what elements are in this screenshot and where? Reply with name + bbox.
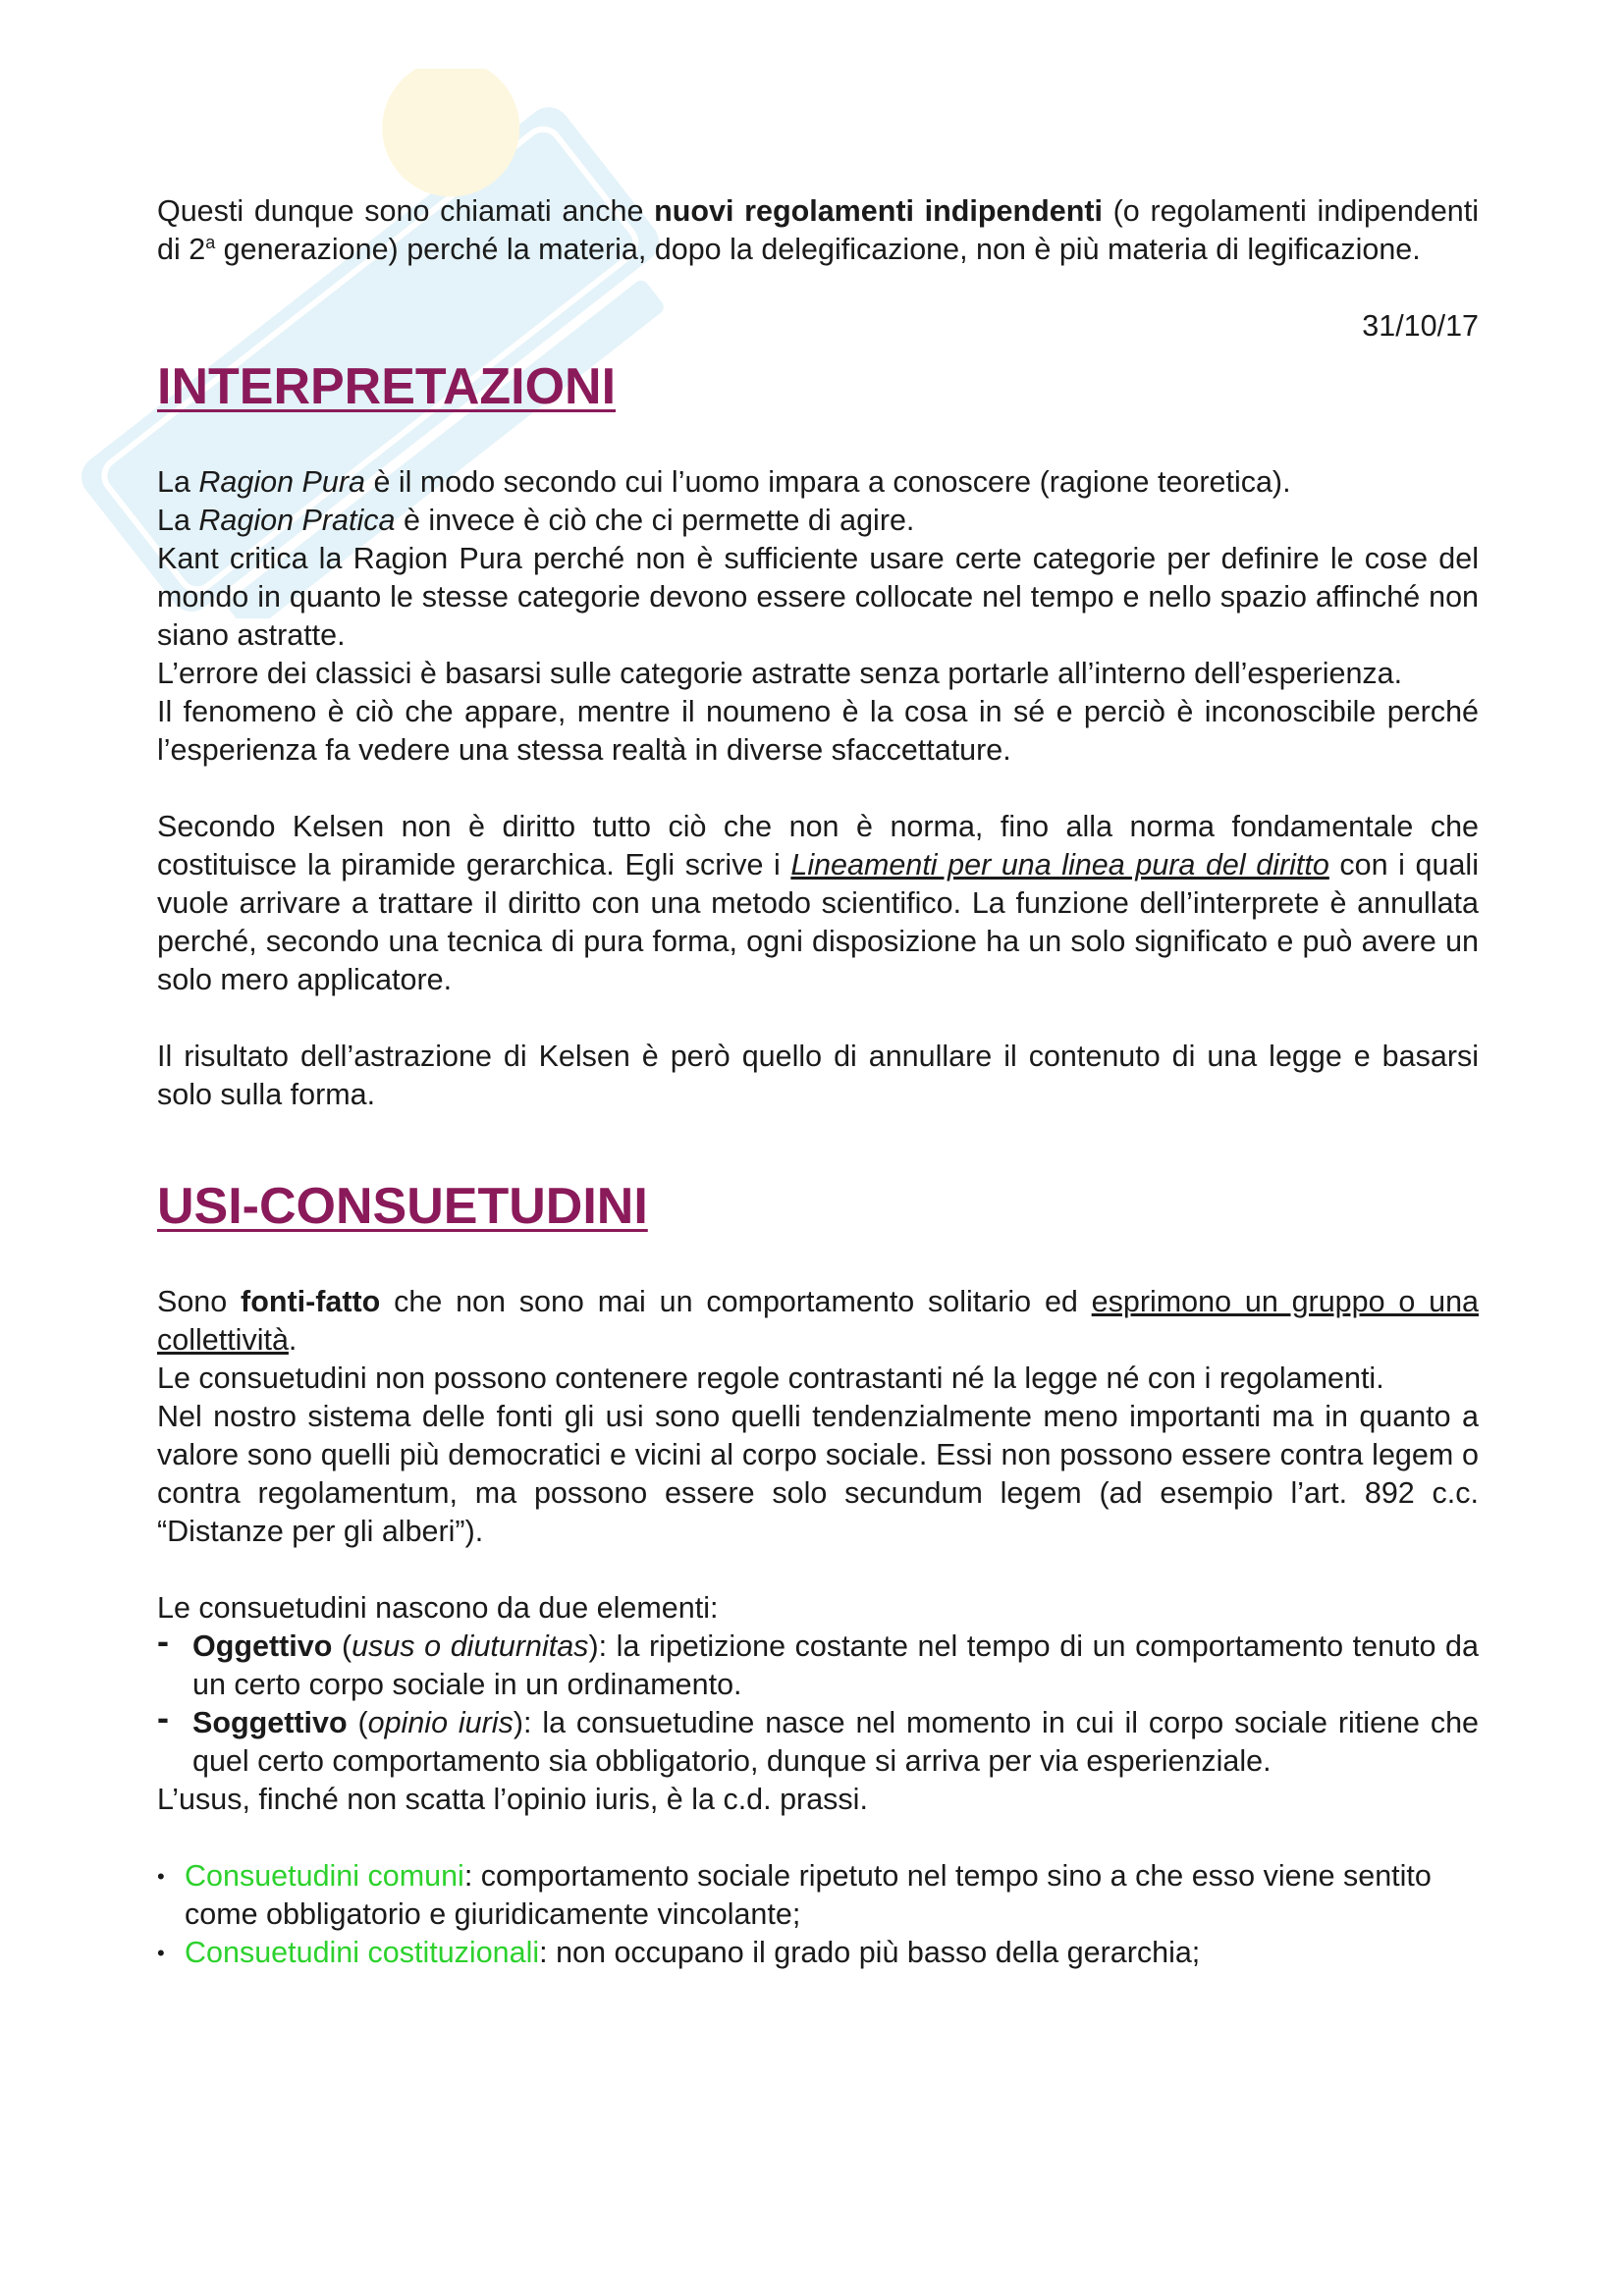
- document-page: [157, 192, 1479, 1972]
- list-item: - Oggettivo (usus o diuturnitas): la ripetizione costante nel tempo di un comportamento tenuto da un certo corpo sociale in un ordinamento.: [157, 1621, 1479, 1701]
- paragraph-sistema-fonti: Nel nostro sistema delle fonti gli usi sono quelli tendenzialmente meno importanti ma in quanto a valore sono quelli più democratici e vicini al corpo sociale. Essi non possono essere contra legem o contra regolamentum, ma possono essere solo secundum legem (ad esempio l’art. 892 c.c. “Distanze per gli alberi”).: [157, 1400, 1479, 1548]
- paragraph-prassi: L’usus, finché non scatta l’opinio iuris, è la c.d. prassi.: [157, 1783, 868, 1816]
- paragraph-kant: Kant critica la Ragion Pura perché non è sufficiente usare certe categorie per definire le cose del mondo in quanto le stesse categorie devono essere collocate nel tempo e nello spazio affinché non siano astratte.: [157, 542, 1479, 652]
- heading-interpretazioni: INTERPRETAZIONI: [157, 358, 617, 415]
- list-item: • Consuetudini costituzionali: non occupano il grado più basso della gerarchia;: [157, 1934, 1479, 1972]
- paragraph-errore: L’errore dei classici è basarsi sulle categorie astratte senza portarle all’interno dell’esperienza.: [157, 657, 1403, 690]
- intro-bold: nuovi regolamenti indipendenti: [654, 194, 1103, 228]
- bullet-icon: •: [157, 1941, 165, 1965]
- paragraph-regole: Le consuetudini non possono contenere regole contrastanti né la legge né con i regolamenti.: [157, 1362, 1384, 1395]
- paragraph-fenomeno: Il fenomeno è ciò che appare, mentre il noumeno è la cosa in sé e perciò è inconoscibile perché l’esperienza fa vedere una stessa realtà in diverse sfaccettature.: [157, 695, 1479, 767]
- date-label: 31/10/17: [1362, 309, 1479, 343]
- consuetudini-list: [157, 1857, 1479, 1972]
- book-title-link: Lineamenti per una linea pura del diritto: [790, 848, 1329, 881]
- paragraph-kelsen: Secondo Kelsen non è diritto tutto ciò che non è norma, fino alla norma fondamentale che costituisce la piramide gerarchica. Egli scrive i Lineamenti per una linea pura del diritto con i quali vuole arrivare a trattare il diritto con una metodo scientifico. La funzione dell’interprete è annullata perché, secondo una tecnica di pura forma, ogni disposizione ha un solo significato e può avere un solo mero applicatore.: [157, 810, 1479, 996]
- elements-list: [157, 1621, 1479, 1781]
- paragraph-elementi: Le consuetudini nascono da due elementi:: [157, 1591, 719, 1625]
- dash-marker: -: [157, 1621, 169, 1661]
- bullet-icon: •: [157, 1864, 165, 1889]
- paragraph-ragion-pratica: La Ragion Pratica è invece è ciò che ci permette di agire.: [157, 504, 915, 537]
- list-item: - Soggettivo (opinio iuris): la consuetudine nasce nel momento in cui il corpo sociale ritiene che quel certo comportamento sia obbligatorio, dunque si arriva per via esperienziale.: [157, 1697, 1479, 1778]
- dash-marker: -: [157, 1697, 169, 1737]
- paragraph-ragion-pura: La Ragion Pura è il modo secondo cui l’uomo impara a conoscere (ragione teoretica).: [157, 465, 1291, 499]
- intro-paragraph: Questi dunque sono chiamati anche nuovi regolamenti indipendenti (o regolamenti indipendenti di 2$^a$ generazione) perché la materia, dopo la delegificazione, non è più materia di legificazione.: [157, 194, 1479, 266]
- paragraph-risultato: Il risultato dell’astrazione di Kelsen è però quello di annullare il contenuto di una legge e basarsi solo sulla forma.: [157, 1040, 1479, 1111]
- list-item: • Consuetudini comuni: comportamento sociale ripetuto nel tempo sino a che esso viene sentito come obbligatorio e giuridicamente vincolante;: [157, 1859, 1432, 1931]
- paragraph-fonti-fatto: Sono fonti-fatto che non sono mai un comportamento solitario ed esprimono un gruppo o una collettività.: [157, 1285, 1479, 1357]
- heading-usi-consuetudini: USI-CONSUETUDINI: [157, 1178, 648, 1235]
